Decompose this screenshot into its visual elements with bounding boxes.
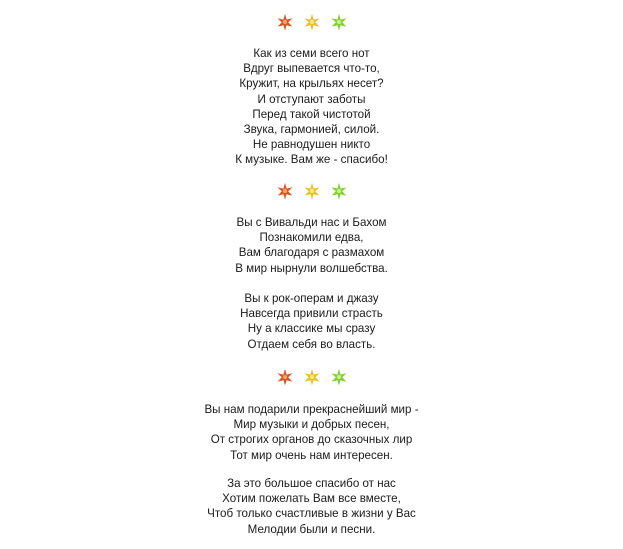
poem-line: Мир музыки и добрых песен, (233, 418, 390, 432)
stanza-5 (0, 476, 623, 537)
orange-star-icon (276, 13, 294, 31)
poem-line: Вы нам подарили прекраснейший мир - (204, 403, 419, 416)
poem-line: Навсегда привили страсть (240, 307, 383, 321)
poem-line: Вы к рок-операм и джазу (244, 292, 379, 305)
poem-line: К музыке. Вам же - спасибо! (235, 153, 388, 167)
yellow-star-icon (303, 182, 321, 200)
green-star-icon (330, 182, 348, 200)
poem-line: Хотим пожелать Вам все вместе, (222, 492, 401, 506)
stanza-2 (0, 215, 623, 276)
poem-line: Мелодии были и песни. (247, 522, 376, 536)
poem-line: Звука, гармонией, силой. (243, 123, 380, 137)
poem-line: За это большое спасибо от нас (227, 477, 396, 490)
poem-line: Не равнодушен никто (252, 138, 371, 152)
poem-line: Вы с Вивальди нас и Бахом (236, 216, 387, 229)
stanza-1 (0, 46, 623, 168)
poem-line: И отступают заботы (257, 92, 366, 106)
orange-star-icon (276, 368, 294, 386)
green-star-icon (330, 13, 348, 31)
stanza-3 (0, 291, 623, 352)
star-divider (0, 366, 623, 388)
poem-line: Чтоб только счастливые в жизни у Вас (207, 507, 416, 521)
orange-star-icon (276, 182, 294, 200)
poem-line: От строгих органов до сказочных лир (210, 433, 413, 447)
poem-line: Отдаем себя во власть. (247, 337, 376, 351)
green-star-icon (330, 368, 348, 386)
yellow-star-icon (303, 368, 321, 386)
poem-line: Как из семи всего нот (253, 47, 370, 60)
star-divider (0, 11, 623, 33)
poem-line: Вам благодаря с размахом (238, 246, 385, 260)
poem-line: В мир нырнули волшебства. (235, 261, 388, 275)
yellow-star-icon (303, 13, 321, 31)
poem-line: Ну а классике мы сразу (247, 322, 376, 336)
poem-line: Кружит, на крыльях несет? (239, 77, 384, 91)
star-divider (0, 180, 623, 202)
poem-line: Перед такой чистотой (252, 107, 371, 121)
stanza-4 (0, 402, 623, 463)
poem-line: Тот мир очень нам интересен. (230, 448, 393, 462)
poem-line: Вдруг выпевается что-то, (243, 62, 380, 76)
poem-line: Познакомили едва, (259, 231, 364, 245)
